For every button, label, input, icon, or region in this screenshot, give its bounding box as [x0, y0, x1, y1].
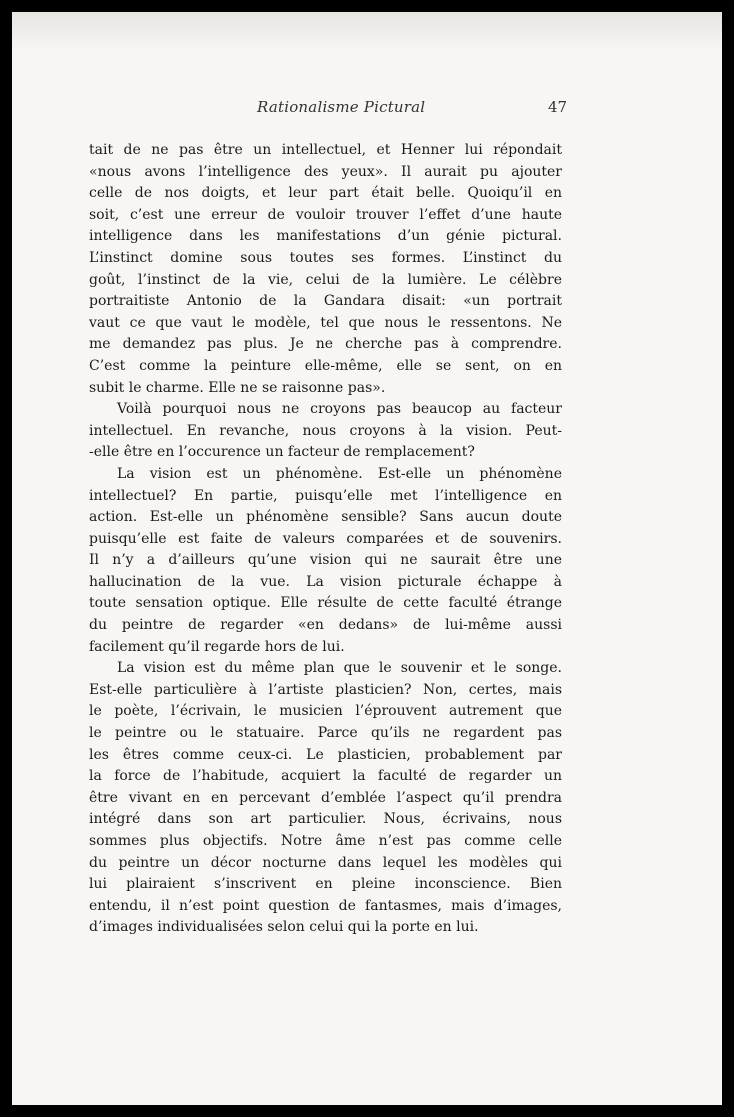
text-line: être vivant en en percevant d’emblée l’aspect qu’il prendra: [89, 789, 562, 806]
text-line: C’est comme la peinture elle-même, elle se sent, on en: [89, 357, 562, 374]
text-line: toute sensation optique. Elle résulte de cette faculté étrange: [89, 595, 562, 612]
page-number: 47: [548, 98, 568, 116]
paragraph: [89, 399, 562, 464]
text-line: Il n’y a d’ailleurs qu’une vision qui ne saurait être une: [89, 552, 562, 569]
text-line: La vision est un phénomène. Est-elle un phénomène: [117, 465, 562, 482]
text-line: le peintre ou le statuaire. Parce qu’ils ne regardent pas: [89, 725, 562, 742]
text-line: vaut ce que vaut le modèle, tel que nous le ressentons. Ne: [89, 314, 562, 331]
text-line: «nous avons l’intelligence des yeux». Il aurait pu ajouter: [89, 163, 562, 180]
text-line: d’images individualisées selon celui qui la porte en lui.: [89, 919, 479, 936]
text-line: intelligence dans les manifestations d’un génie pictural.: [89, 228, 562, 245]
text-line: me demandez pas plus. Je ne cherche pas à comprendre.: [89, 336, 562, 353]
running-title: Rationalisme Pictural: [257, 98, 426, 116]
text-line: lui plairaient s’inscrivent en pleine inconscience. Bien: [89, 876, 562, 893]
text-line: tait de ne pas être un intellectuel, et Henner lui répondait: [89, 142, 562, 158]
text-line: la force de l’habitude, acquiert la faculté de regarder un: [89, 768, 562, 785]
text-line: intégré dans son art particulier. Nous, écrivains, nous: [89, 811, 562, 828]
body-text: [89, 140, 562, 939]
text-line: hallucination de la vue. La vision picturale échappe à: [89, 573, 562, 590]
text-line: sommes plus objectifs. Notre âme n’est pas comme celle: [89, 833, 562, 849]
text-line: les êtres comme ceux-ci. Le plasticien, probablement par: [89, 746, 562, 763]
book-page: [12, 12, 722, 1105]
text-line: du peintre un décor nocturne dans lequel les modèles qui: [89, 854, 562, 871]
text-line: L’instinct domine sous toutes ses formes. L’instinct du: [89, 249, 562, 266]
text-line: Est-elle particulière à l’artiste plasticien? Non, certes, mais: [89, 681, 562, 698]
text-line: facilement qu’il regarde hors de lui.: [89, 638, 345, 655]
text-line: celle de nos doigts, et leur part était belle. Quoiqu’il en: [89, 185, 562, 202]
text-line: le poète, l’écrivain, le musicien l’éprouvent autrement que: [89, 703, 562, 720]
page-header: [12, 98, 722, 122]
text-line: goût, l’instinct de la vie, celui de la lumière. Le célèbre: [89, 271, 562, 288]
text-line: intellectuel. En revanche, nous croyons à la vision. Peut-: [89, 422, 562, 439]
text-line: entendu, il n’est point question de fantasmes, mais d’images,: [89, 897, 562, 914]
text-line: subit le charme. Elle ne se raisonne pas».: [89, 379, 386, 396]
paragraph: [89, 464, 562, 658]
paragraph: [89, 140, 562, 399]
text-line: portraitiste Antonio de la Gandara disait: «un portrait: [89, 293, 562, 310]
text-line: soit, c’est une erreur de vouloir trouver l’effet d’une haute: [89, 206, 562, 223]
text-line: La vision est du même plan que le souvenir et le songe.: [117, 660, 562, 677]
text-line: action. Est-elle un phénomène sensible? Sans aucun doute: [89, 509, 562, 526]
text-line: -elle être en l’occurence un facteur de remplacement?: [89, 444, 475, 461]
text-line: du peintre de regarder «en dedans» de lui-même aussi: [89, 617, 562, 634]
paragraph: [89, 658, 562, 939]
text-line: intellectuel? En partie, puisqu’elle met l’intelligence en: [89, 487, 562, 504]
text-line: puisqu’elle est faite de valeurs comparées et de souvenirs.: [89, 530, 562, 547]
text-line: Voilà pourquoi nous ne croyons pas beaucop au facteur: [117, 401, 562, 418]
